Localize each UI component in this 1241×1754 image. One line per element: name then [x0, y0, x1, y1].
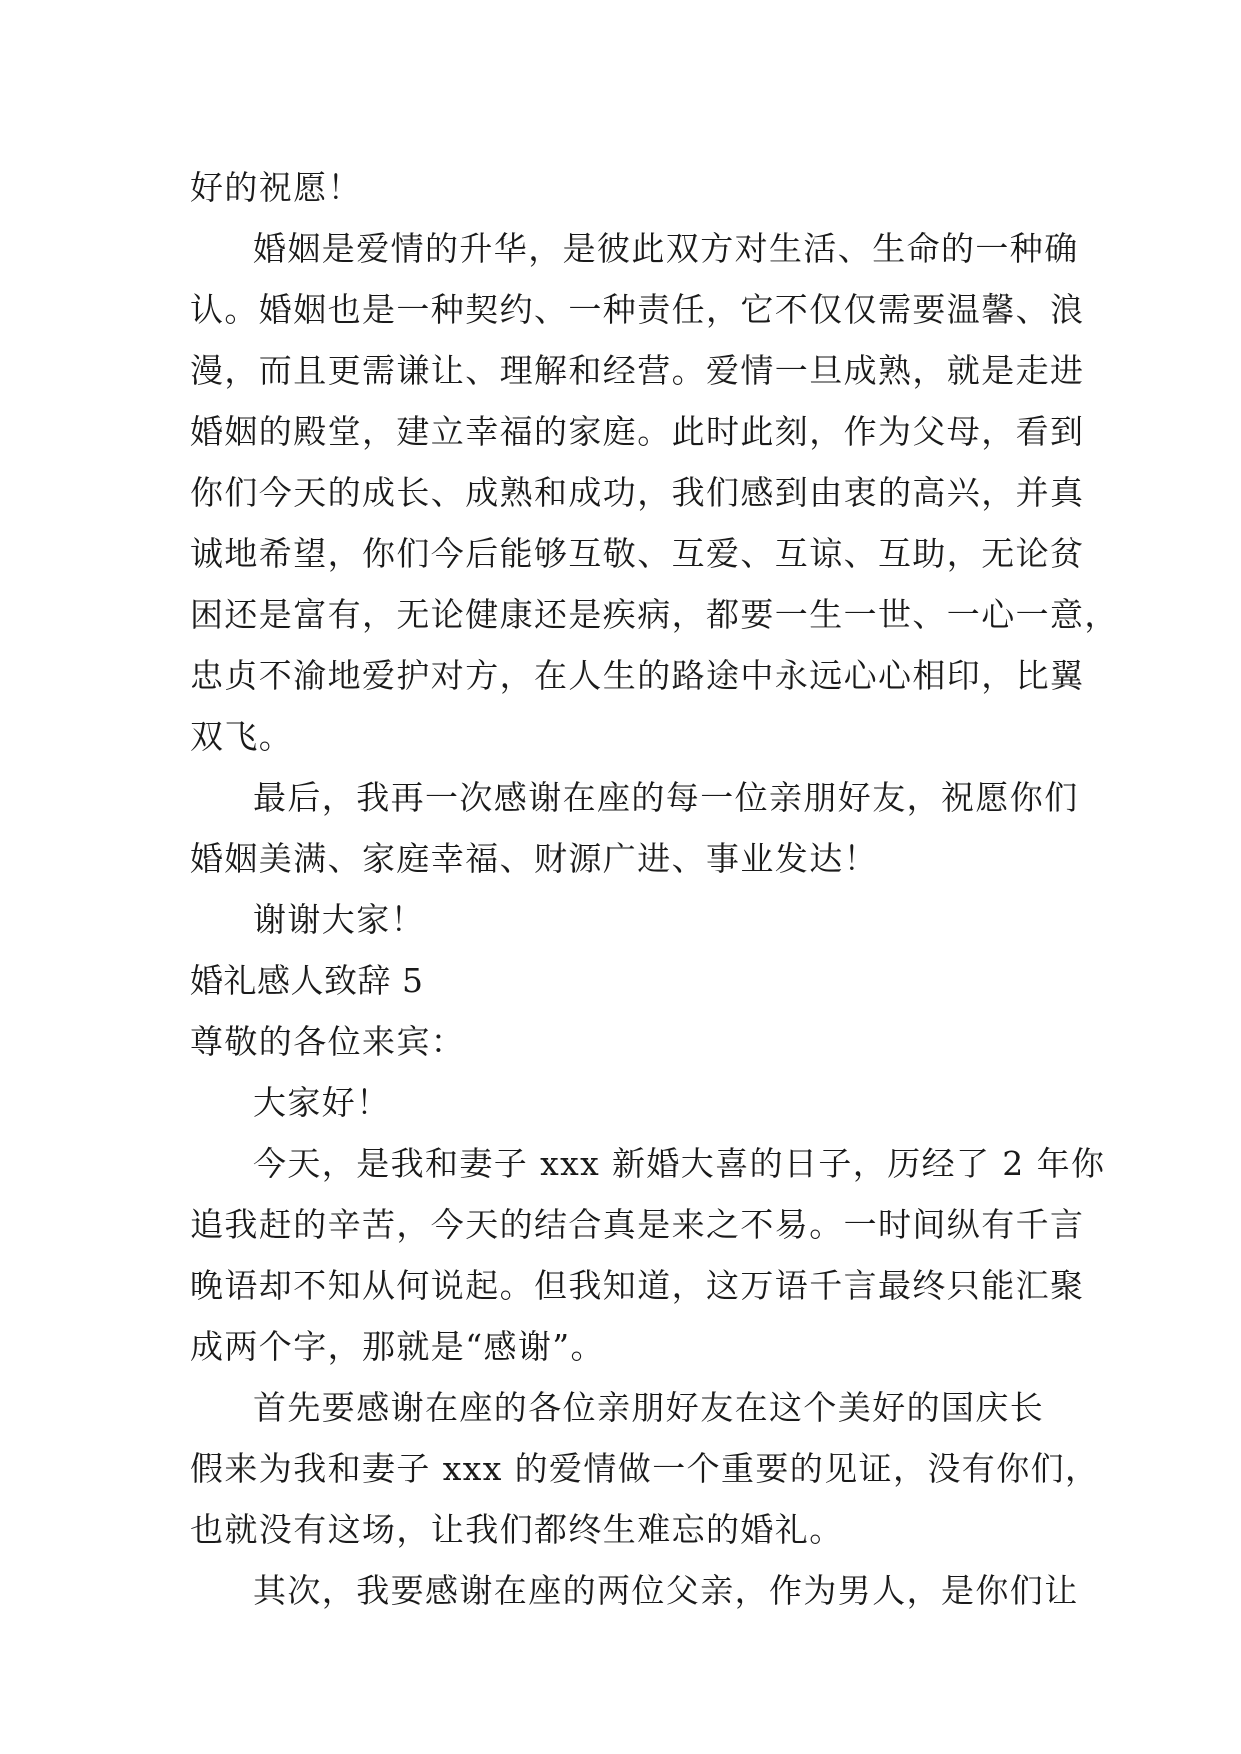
text-line: 婚姻是爱情的升华，是彼此双方对生活、生命的一种确: [253, 229, 1079, 268]
text-line: 追我赶的辛苦，今天的结合真是来之不易。一时间纵有千言: [190, 1205, 1085, 1244]
text-line: 双飞。: [190, 717, 294, 756]
text-line: 晚语却不知从何说起。但我知道，这万语千言最终只能汇聚: [190, 1266, 1085, 1305]
text-line: 成两个字，那就是“感谢”。: [190, 1327, 605, 1366]
text-line: 谢谢大家！: [253, 900, 425, 939]
greeting: 大家好！: [253, 1083, 391, 1122]
text-line: 好的祝愿！: [190, 168, 362, 207]
text-line: 困还是富有，无论健康还是疾病，都要一生一世、一心一意，: [190, 595, 1119, 634]
section-heading: 婚礼感人致辞 5: [190, 961, 424, 1000]
text-line: 其次，我要感谢在座的两位父亲，作为男人，是你们让: [253, 1571, 1079, 1610]
text-line: 婚姻的殿堂，建立幸福的家庭。此时此刻，作为父母，看到: [190, 412, 1085, 451]
text-line: 婚姻美满、家庭幸福、财源广进、事业发达！: [190, 839, 878, 878]
salutation: 尊敬的各位来宾：: [190, 1022, 466, 1061]
text-line: 今天，是我和妻子 xxx 新婚大喜的日子，历经了 2 年你: [253, 1144, 1106, 1183]
text-line: 忠贞不渝地爱护对方，在人生的路途中永远心心相印，比翼: [190, 656, 1085, 695]
document-body: [190, 157, 1119, 1621]
text-line: 漫，而且更需谦让、理解和经营。爱情一旦成熟，就是走进: [190, 351, 1085, 390]
text-line: 也就没有这场，让我们都终生难忘的婚礼。: [190, 1510, 844, 1549]
text-line: 最后，我再一次感谢在座的每一位亲朋好友，祝愿你们: [253, 778, 1079, 817]
text-line: 你们今天的成长、成熟和成功，我们感到由衷的高兴，并真: [190, 473, 1085, 512]
text-line: 首先要感谢在座的各位亲朋好友在这个美好的国庆长: [253, 1388, 1045, 1427]
text-line: 认。婚姻也是一种契约、一种责任，它不仅仅需要温馨、浪: [190, 290, 1085, 329]
text-line: 诚地希望，你们今后能够互敬、互爱、互谅、互助，无论贫: [190, 534, 1085, 573]
text-line: 假来为我和妻子 xxx 的爱情做一个重要的见证，没有你们，: [190, 1449, 1100, 1488]
